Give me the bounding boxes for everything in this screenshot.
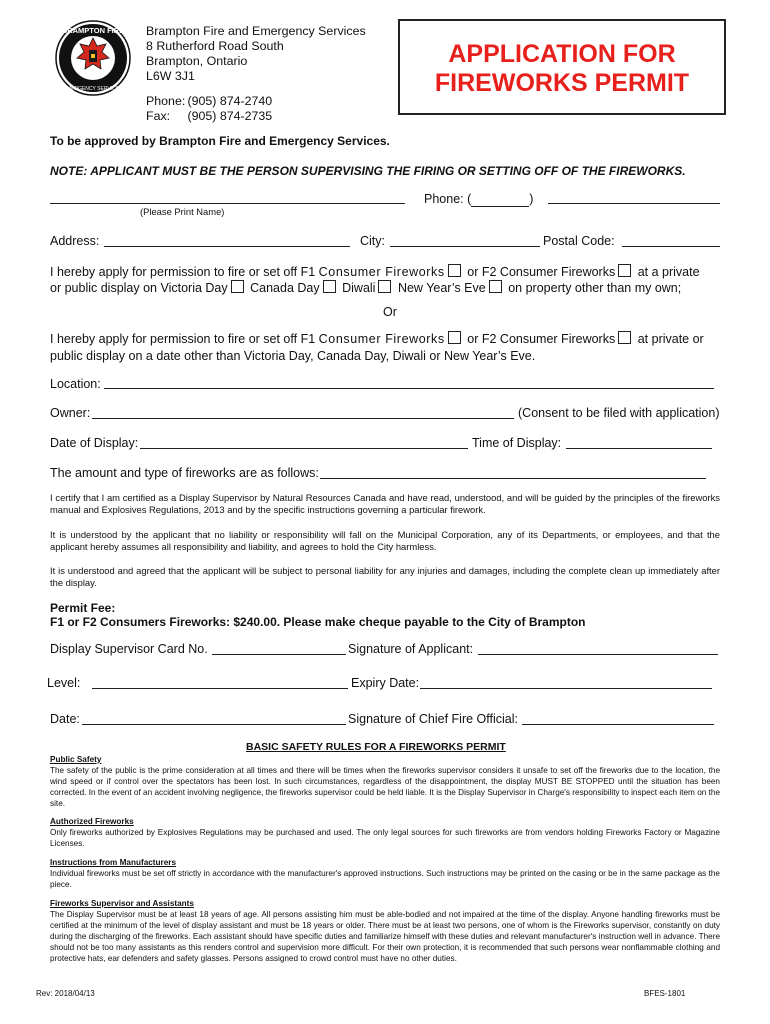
applicant-signature-field[interactable] [478,654,718,655]
phone-label: Phone: [146,94,186,108]
brampton-fire-logo [55,20,131,96]
at-private-label: at a private [637,265,700,279]
applicant-name-line[interactable] [50,203,405,204]
or-f2-label: or F2 [467,265,497,279]
supervisors-text: The Display Supervisor must be at least 18 years of age. All persons assisting him must be able-bodied and not impaired at the time of the display. Anyone handling fireworks must be certified at the minimum of the level of display assistant and must be 18 years or older. There must be at least two persons, one of whom is the Fireworks supervisor, constantly on duty during the discharging of the fireworks. Each assistant should have specific duties and familiarize himself with these duties and relevant manufacturer's instruction well in advance. There should not be too many assistants as this renders control and supervision more difficult. For their own protection, it is recommended that such persons wear nonflammable clothing and protective hats, ear defenders and safety glasses. Persons assigned to crowd control must have no other duties. [50,910,720,963]
public-safety-text: The safety of the public is the prime consideration at all times and there will be times when the fireworks supervisor considers it unsafe to set off the fireworks due to the location, the wind speed or if control over the spectators has been lost. In such circumstances, regardless of the disappointment, the display MUST BE STOPPED until the situation has been corrected. In the event of an accident involving negligence, the fireworks supervisor could be held liable. It is the Display Supervisor in Charge's responsibility to inspect each item on the site. [50,766,720,808]
date-label: Date: [50,712,80,726]
option1-paragraph [50,264,740,296]
f1-consumer-label-2: Consumer Fireworks [318,332,445,346]
permit-fee-label: Permit Fee: [50,601,116,615]
chief-signature-label: Signature of Chief Fire Official: [348,712,518,726]
on-property-label: on property other than my own; [508,281,682,295]
address-field[interactable] [104,246,350,247]
owner-field[interactable] [92,418,514,419]
postal-code-label: Postal Code: [543,234,615,248]
supervisors-title: Fireworks Supervisor and Assistants [50,899,194,908]
time-of-display-label: Time of Display: [472,436,562,450]
date-of-display-field[interactable] [140,448,468,449]
victoria-day-checkbox[interactable] [231,280,244,293]
permit-fee-text: F1 or F2 Consumers Fireworks: $240.00. Please make cheque payable to the City of Brampton [50,615,586,629]
personal-liability-paragraph: It is understood and agreed that the applicant will be subject to personal liability for any injuries and damages, including the complete clean up immediately after the display. [50,565,720,588]
public-safety-title: Public Safety [50,755,102,764]
consent-note: (Consent to be filed with application) [518,406,720,420]
form-title-box [398,19,726,115]
org-contact-block [146,94,272,124]
victoria-day-label: or public display on Victoria Day [50,281,228,295]
diwali-label: Diwali [342,281,376,295]
location-label: Location: [50,377,101,391]
phone-area-code-field[interactable] [471,192,529,207]
address-line1: 8 Rutherford Road South [146,39,284,53]
f2-consumer-label: Consumer Fireworks [499,265,616,279]
f2-checkbox[interactable] [618,264,631,277]
canada-day-label: Canada Day [250,281,320,295]
instructions-text: Individual fireworks must be set off strictly in accordance with the manufacturer's approved instructions. Such instructions may be printed on the casing or be in the same package as the piece. [50,869,720,889]
amount-type-field[interactable] [320,478,706,479]
certify-paragraph: I certify that I am certified as a Display Supervisor by Natural Resources Canada and have read, understood, and will be guided by the principles of the fireworks manual and Explosives Regulations, 2013 and by the specific instructions governing a particular firework. [50,492,720,515]
level-label: Level: [47,676,81,690]
fax-label: Fax: [146,109,171,123]
org-name: Brampton Fire and Emergency Services [146,24,366,38]
city-field[interactable] [390,246,540,247]
title-line1: APPLICATION FOR [448,40,676,68]
owner-label: Owner: [50,406,91,420]
diwali-checkbox[interactable] [378,280,391,293]
option1-intro: I hereby apply for permission to fire or set off F1 [50,265,316,279]
canada-day-checkbox[interactable] [323,280,336,293]
or-f2-label-2: or F2 [467,332,497,346]
supervisor-note: NOTE: APPLICANT MUST BE THE PERSON SUPERVISING THE FIRING OR SETTING OFF OF THE FIREWORKS. [50,164,686,178]
approval-line: To be approved by Brampton Fire and Emergency Services. [50,134,390,148]
city-label: City: [360,234,385,248]
phone-close-label: ) [529,192,534,206]
f2-consumer-label-2: Consumer Fireworks [499,332,616,346]
svg-text:EMERGENCY SERVICES: EMERGENCY SERVICES [63,86,123,92]
liability-paragraph: It is understood by the applicant that no liability or responsibility will fall on the Municipal Corporation, any of its Departments, or employees, and that the applicant hereby assumes all responsibility and liability, and agrees to hold the City harmless. [50,529,720,552]
authorized-fireworks-title: Authorized Fireworks [50,817,134,826]
phone-open-label: Phone: ( [424,192,472,206]
authorized-fireworks-text: Only fireworks authorized by Explosives Regulations may be purchased and used. The only legal sources for such fireworks are from vendors holding Fireworks Factory or Magazine Licenses. [50,828,720,848]
safety-rules-heading: BASIC SAFETY RULES FOR A FIREWORKS PERMIT [246,741,506,753]
option2-intro: I hereby apply for permission to fire or set off F1 [50,332,316,346]
date-field[interactable] [82,724,346,725]
supervisor-card-label: Display Supervisor Card No. [50,642,208,656]
title-line2: FIREWORKS PERMIT [434,69,690,97]
chief-signature-field[interactable] [522,724,714,725]
option2-line2: public display on a date other than Victoria Day, Canada Day, Diwali or New Year’s Eve. [50,349,536,363]
org-address-block [146,24,366,84]
expiry-date-field[interactable] [420,688,712,689]
fax-value: (905) 874-2735 [187,109,273,123]
new-years-eve-label: New Year’s Eve [397,281,486,295]
instructions-title: Instructions from Manufacturers [50,858,177,867]
expiry-date-label: Expiry Date: [351,676,420,690]
svg-text:BRAMPTON FIRE: BRAMPTON FIRE [61,26,125,35]
print-name-label: (Please Print Name) [140,206,225,217]
supervisor-card-field[interactable] [212,654,346,655]
option2-paragraph [50,331,740,365]
address-line2: Brampton, Ontario [146,54,248,68]
or-separator: Or [383,305,397,319]
phone-field-label [424,192,533,207]
at-private-label-2: at private or [637,332,704,346]
phone-number-field[interactable] [548,203,720,204]
f1-checkbox-2[interactable] [448,331,461,344]
address-label: Address: [50,234,100,248]
time-of-display-field[interactable] [566,448,712,449]
amount-type-label: The amount and type of fireworks are as follows: [50,466,319,480]
date-of-display-label: Date of Display: [50,436,139,450]
f1-checkbox[interactable] [448,264,461,277]
postal-code-field[interactable] [622,246,720,247]
new-years-eve-checkbox[interactable] [489,280,502,293]
phone-value: (905) 874-2740 [187,94,273,108]
level-field[interactable] [92,688,348,689]
revision-date: Rev: 2018/04/13 [36,989,95,998]
f2-checkbox-2[interactable] [618,331,631,344]
address-postal: L6W 3J1 [146,69,195,83]
location-field[interactable] [104,388,714,389]
applicant-signature-label: Signature of Applicant: [348,642,474,656]
f1-consumer-label: Consumer Fireworks [318,265,445,279]
form-code: BFES-1801 [644,989,686,998]
